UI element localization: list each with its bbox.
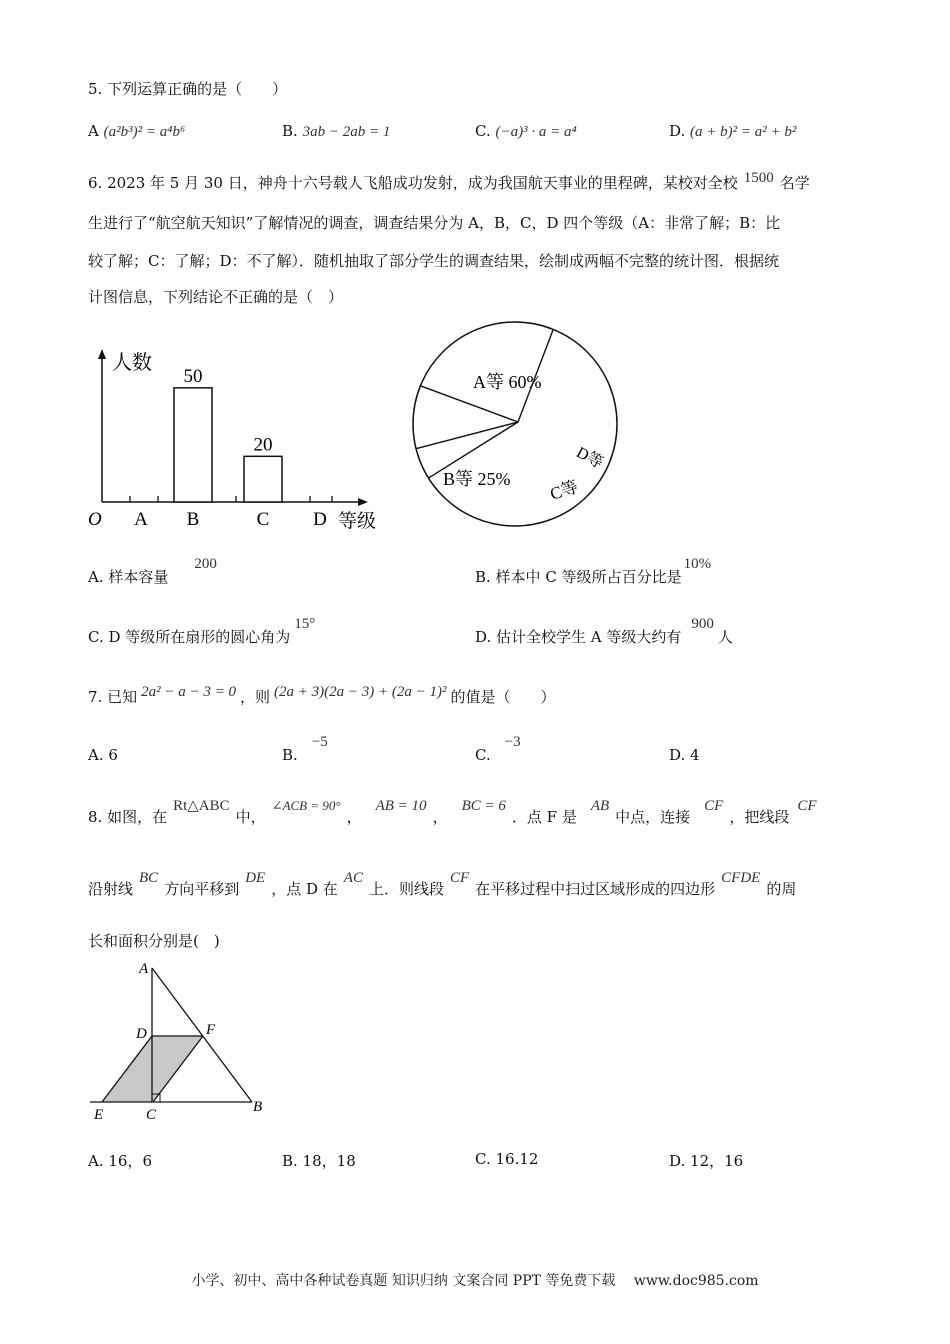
q8-cf-ref-2: CF: [797, 798, 817, 814]
pie-chart: [405, 318, 635, 533]
q8-option-a: A. 16，6: [88, 1152, 152, 1170]
q8-triangle: Rt△ABC: [173, 798, 230, 814]
q8-option-d: D. 12，16: [669, 1152, 744, 1170]
bar-b: [174, 388, 212, 502]
q7-option-b-value: −5: [311, 734, 328, 750]
q8-bc-ref: BC: [139, 870, 159, 886]
q5-option-c: [475, 122, 577, 141]
bar-value-label-c: 20: [253, 434, 273, 456]
pie-label-d: D等: [573, 444, 606, 473]
q5-option-c-label: C.: [475, 122, 491, 140]
pie-label-a: A等 60%: [473, 372, 542, 392]
q8-line-1: [88, 798, 817, 827]
x-tick-label-c: C: [256, 509, 270, 530]
q8-text-2: 中，: [235, 808, 266, 826]
q5-option-b-label: B.: [282, 122, 298, 140]
q8-cf-ref: CF: [704, 798, 724, 814]
q6-option-c-text: C. D 等级所在扇形的圆心角为: [88, 628, 291, 646]
x-axis-label: 等级: [338, 511, 377, 532]
q8-text-1: 8. 如图，在: [88, 808, 168, 826]
q8-line-2: [88, 870, 797, 899]
q8-text-9: 方向平移到: [164, 880, 240, 898]
q8-ac-ref: AC: [343, 870, 363, 886]
q7-option-b: [282, 734, 328, 765]
q7-option-c-label: C.: [475, 746, 491, 764]
x-tick-label-d: D: [313, 509, 327, 530]
q8-text-11: 上．则线段: [368, 880, 444, 898]
q8-cf-ref-3: CF: [449, 870, 470, 886]
q6-line-1: [88, 172, 810, 193]
page-footer: 小学、初中、高中各种试卷真题 知识归纳 文案合同 PPT 等免费下载 www.doc985.com: [191, 1273, 759, 1289]
q6-option-d: [475, 616, 733, 647]
q5-option-c-expr: (−a)³ · a = a⁴: [495, 124, 577, 140]
point-c-label: C: [146, 1107, 157, 1123]
q6-line-1-text: 6. 2023 年 5 月 30 日，神舟十六号载人飞船成功发射，成为我国航天事业的里程碑，某校对全校: [88, 174, 738, 192]
q6-option-d-text: D. 估计全校学生 A 等级大约有: [475, 628, 682, 646]
pie-label-c: C等: [547, 476, 581, 504]
q5-option-a-label: A: [88, 122, 99, 140]
q6-option-b: [475, 556, 712, 587]
q8-option-b: B. 18，18: [282, 1152, 356, 1170]
q6-line-4: 计图信息，下列结论不正确的是（ ）: [88, 288, 344, 306]
q6-option-a: [88, 556, 217, 587]
q7-option-d: D. 4: [669, 746, 700, 764]
q8-ab-ref: AB: [590, 798, 610, 814]
point-e-label: E: [94, 1107, 104, 1123]
q8-text-10: ，点 D 在: [271, 880, 338, 898]
point-f-label: F: [206, 1022, 216, 1038]
q8-cfde-ref: CFDE: [721, 870, 761, 886]
point-a-label: A: [139, 961, 149, 977]
q6-option-c-value: 15°: [294, 616, 316, 632]
q7-stem-end: 的值是（ ）: [450, 688, 556, 706]
q6-option-a-value: 200: [194, 556, 217, 572]
x-axis-arrow: [358, 498, 368, 506]
q8-line-3: 长和面积分别是( ): [88, 932, 220, 950]
q7-expression: (2a + 3)(2a − 3) + (2a − 1)²: [273, 684, 447, 700]
q6-option-c: [88, 616, 316, 647]
y-axis-label: 人数: [112, 352, 152, 374]
q8-de-ref: DE: [245, 870, 266, 886]
q8-text-8: 沿射线: [88, 880, 134, 898]
q8-bc-length: BC = 6: [461, 798, 506, 814]
q8-text-3: ，: [346, 808, 362, 826]
q7-stem-start: 7. 已知: [88, 688, 138, 706]
x-tick-label-b: B: [186, 509, 200, 530]
q7-condition: 2a² − a − 3 = 0: [141, 684, 236, 700]
q5-option-a-expr: (a²b³)² = a⁴b⁶: [103, 124, 186, 140]
q5-option-a: [88, 122, 185, 141]
q5-option-d-expr: (a + b)² = a² + b²: [690, 124, 797, 140]
q5-option-d-label: D.: [669, 122, 686, 140]
x-tick-label-a: A: [134, 509, 148, 530]
q5-option-b-expr: 3ab − 2ab = 1: [302, 124, 391, 140]
q7-option-a: A. 6: [88, 746, 118, 764]
q6-line-3: 较了解；C：了解；D：不了解）．随机抽取了部分学生的调查结果，绘制成两幅不完整的统计图．根据统: [88, 252, 780, 270]
q6-line-1-tail: 名学: [779, 174, 810, 192]
bar-c: [244, 456, 282, 502]
q6-option-b-text: B. 样本中 C 等级所占百分比是: [475, 568, 682, 586]
q8-text-13: 的周: [766, 880, 797, 898]
q6-total-students: 1500: [743, 170, 774, 186]
q8-option-c: C. 16.12: [475, 1150, 539, 1168]
bar-chart: [80, 345, 400, 540]
q5-stem: 5. 下列运算正确的是（ ）: [88, 80, 288, 98]
q7-option-b-label: B.: [282, 746, 298, 764]
q7-stem-mid: ，则: [239, 688, 270, 706]
y-axis-arrow: [98, 349, 106, 359]
q8-text-4: ，: [432, 808, 448, 826]
q8-text-7: ，把线段: [729, 808, 790, 826]
point-b-label: B: [253, 1099, 263, 1115]
q6-line-2: 生进行了“航空航天知识”了解情况的调查，调查结果分为 A，B，C，D 四个等级（A：非常了解；B：比: [88, 214, 781, 232]
q8-text-6: 中点，连接: [615, 808, 691, 826]
q6-option-d-value: 900: [691, 616, 714, 632]
q7-option-c: [475, 734, 521, 765]
point-d-label: D: [136, 1026, 147, 1042]
q8-text-12: 在平移过程中扫过区域形成的四边形: [475, 880, 716, 898]
q8-ab-length: AB = 10: [375, 798, 427, 814]
q6-option-a-text: A. 样本容量: [88, 568, 169, 586]
q8-angle: ∠ACB = 90°: [271, 798, 341, 813]
origin-label: O: [88, 509, 102, 530]
q7-stem: [88, 686, 555, 707]
q7-option-c-value: −3: [504, 734, 521, 750]
q5-option-b: [282, 122, 390, 141]
q6-option-b-value: 10%: [683, 556, 712, 572]
bar-value-label-b: 50: [183, 365, 203, 387]
q6-option-d-unit: 人: [717, 628, 733, 646]
q8-text-5: ．点 F 是: [511, 808, 577, 826]
pie-label-b: B等 25%: [443, 469, 511, 489]
q5-option-d: [669, 122, 796, 141]
triangle-figure: [85, 956, 275, 1126]
